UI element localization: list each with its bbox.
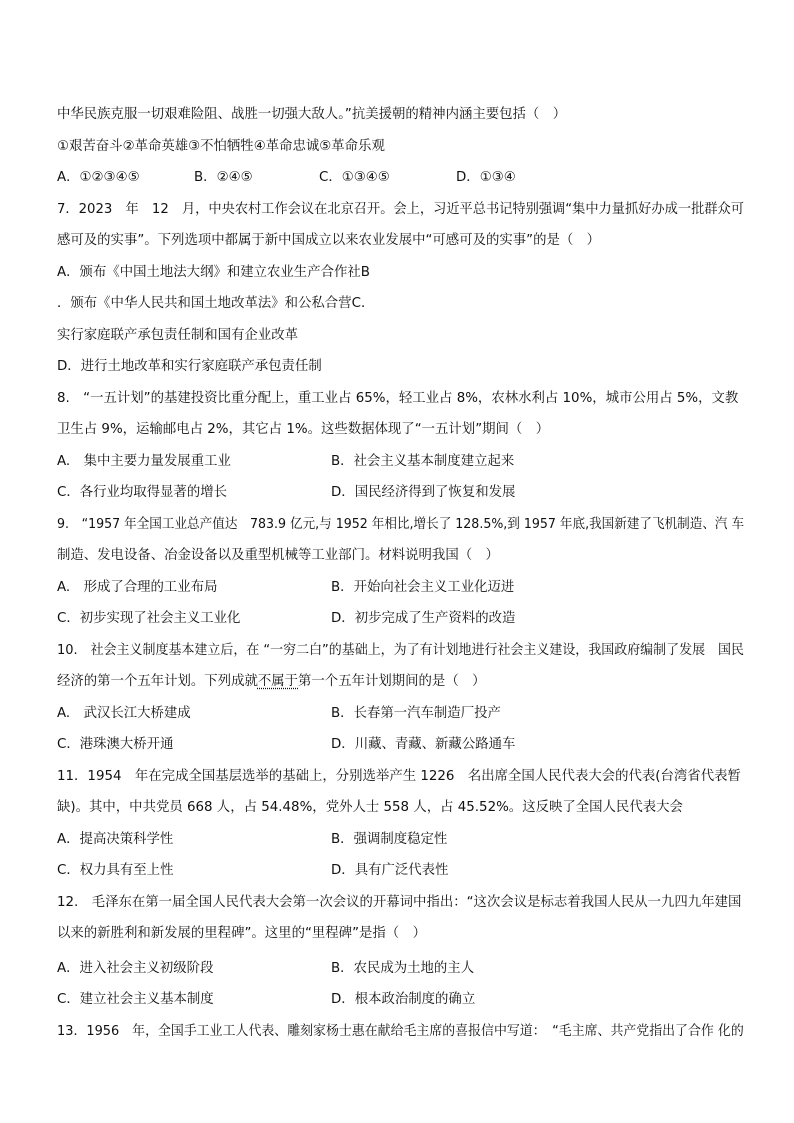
intro-option-b: B．②④⑤ [194, 170, 253, 185]
q8-line-2: 卫生占 9%，运输邮电占 2%，其它占 1%。这些数据体现了“一五计划”期间（ ） [57, 422, 550, 437]
q8-option-b: B．社会主义基本制度建立起来 [331, 454, 515, 469]
q12-option-a: A．进入社会主义初级阶段 [57, 961, 214, 976]
q8-option-a: A. 集中主要力量发展重工业 [57, 454, 231, 469]
q9-option-d: D．初步完成了生产资料的改造 [331, 611, 516, 626]
q10-line-2c: 第一个五年计划期间的是（ ） [298, 674, 486, 689]
q12-option-b: B．农民成为土地的主人 [331, 961, 475, 976]
q12-option-d: D．根本政治制度的确立 [331, 992, 476, 1007]
q13-line-1: 13．1956 年，全国手工业工人代表、雕刻家杨士惠在献给毛主席的喜报信中写道： “毛主席、共产党指出了合作 化的 [57, 1024, 744, 1039]
q9-option-c: C．初步实现了社会主义工业化 [57, 611, 241, 626]
q7-line-2: 感可及的实事”。下列选项中都属于新中国成立以来农业发展中“可感可及的实事”的是（ ） [57, 233, 601, 248]
q10-emphasis: 不属于 [257, 674, 299, 689]
q10-line-2 [57, 673, 486, 691]
q9-line-2: 制造、发电设备、冶金设备以及重型机械等工业部门。材料说明我国（ ） [57, 548, 499, 563]
intro-line-1: 中华民族克服一切艰难险阻、战胜一切强大敌人。”抗美援朝的精神内涵主要包括（ ） [57, 107, 567, 122]
q8-option-d: D．国民经济得到了恢复和发展 [331, 485, 516, 500]
q11-option-d: D．具有广泛代表性 [331, 863, 449, 878]
q12-line-1: 12. 毛泽东在第一届全国人民代表大会第一次会议的开幕词中指出：“这次会议是标志着我国人民从一九四九年建国 [57, 895, 742, 910]
q11-option-b: B．强调制度稳定性 [331, 832, 448, 847]
q9-option-a: A. 形成了合理的工业布局 [57, 580, 218, 595]
q10-option-b: B．长春第一汽车制造厂投产 [331, 706, 501, 721]
q7-line-1: 7．2023 年 12 月，中央农村工作会议在北京召开。会上，习近平总书记特别强调“集中力量抓好办成一批群众可 [57, 202, 744, 217]
q10-line-2a: 经济的第一个五年计划。下列成就 [57, 674, 258, 689]
q7-line-6: D．进行土地改革和实行家庭联产承包责任制 [57, 359, 322, 374]
q10-option-d: D．川藏、青藏、新藏公路通车 [331, 737, 516, 752]
q7-line-5: 实行家庭联产承包责任制和国有企业改革 [57, 328, 299, 343]
q7-line-3: A．颁布《中国土地法大纲》和建立农业生产合作社B [57, 265, 370, 280]
q9-option-b: B．开始向社会主义工业化迈进 [331, 580, 515, 595]
q10-option-a: A. 武汉长江大桥建成 [57, 706, 191, 721]
q11-option-a: A．提高决策科学性 [57, 832, 174, 847]
q11-line-1: 11．1954 年在完成全国基层选举的基础上，分别选举产生 1226 名出席全国人民代表大会的代表(台湾省代表暂 [57, 769, 741, 784]
q7-line-4: ．颁布《中华人民共和国土地改革法》和公私合营C． [57, 296, 375, 311]
intro-option-d: D．①③④ [456, 170, 516, 185]
q12-line-2: 以来的新胜利和新发展的里程碑”。这里的“里程碑”是指（ ） [57, 926, 426, 941]
q8-line-1: 8. “一五计划”的基建投资比重分配上，重工业占 65%，轻工业占 8%，农林水利占 10%，城市公用占 5%，文教 [57, 391, 739, 406]
q8-option-c: C．各行业均取得显著的增长 [57, 485, 228, 500]
q10-option-c: C．港珠澳大桥开通 [57, 737, 174, 752]
intro-option-a: A．①②③④⑤ [57, 170, 140, 185]
intro-line-2: ①艰苦奋斗②革命英雄③不怕牺牲④革命忠诚⑤革命乐观 [57, 139, 385, 154]
intro-option-c: C．①③④⑤ [319, 170, 390, 185]
q11-line-2: 缺)。其中，中共党员 668 人，占 54.48%，党外人士 558 人，占 45.52%。这反映了全国人民代表大会 [57, 800, 683, 815]
q12-option-c: C．建立社会主义基本制度 [57, 992, 214, 1007]
q9-line-1: 9. “1957 年全国工业总产值达 783.9 亿元,与 1952 年相比,增长了 128.5%,到 1957 年底,我国新建了飞机制造、汽 车 [57, 517, 745, 532]
q10-line-1: 10. 社会主义制度基本建立后，在 “一穷二白”的基础上，为了有计划地进行社会主义建设，我国政府编制了发展 国民 [57, 643, 744, 658]
q11-option-c: C．权力具有至上性 [57, 863, 174, 878]
